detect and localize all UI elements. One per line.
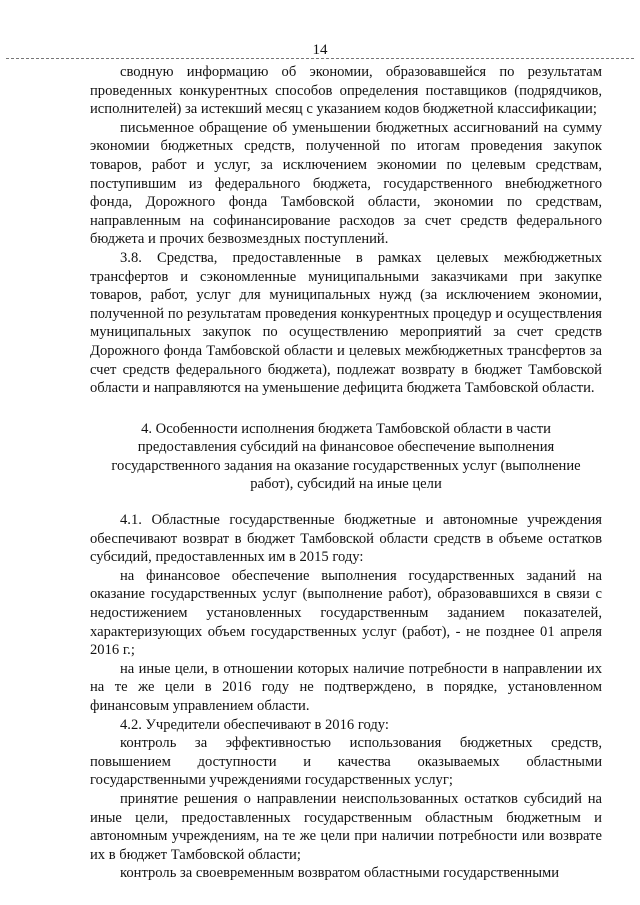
- paragraph: на иные цели, в отношении которых наличие потребности в направлении их на те же цели в 2016 году не подтверждено, в порядке, установленном финансовым управлением области.: [90, 660, 602, 714]
- paragraph: 4.2. Учредители обеспечивают в 2016 году:: [120, 716, 389, 733]
- paragraph: контроль за эффективностью использования бюджетных средств, повышением доступности и качества оказываемых областными государственными учреждениями государственных услуг;: [90, 735, 602, 789]
- paragraph: принятие решения о направлении неиспользованных остатков субсидий на иные цели, предоставленных государственным областным бюджетным и автономным учреждениям, на те же цели при наличии потребности или возврате их в бюджет Тамбовской области;: [90, 790, 602, 863]
- paragraph: письменное обращение об уменьшении бюджетных ассигнований на сумму экономии бюджетных средств, полученной по итогам проведения закупок товаров, работ и услуг, за исключением экономии по целевым средствам, поступившим из федерального бюджета, государственного внебюджетного фонда, Дорожного фонда Тамбовской области, экономии по средствам, направленным на софинансирование расходов за счет средств федерального бюджета и прочих безвозмездных поступлений.: [90, 119, 602, 248]
- header-rule: [6, 58, 634, 59]
- section-heading: 4. Особенности исполнения бюджета Тамбовской области в части предоставления субсидий на финансовое обеспечение выполнения государственного задания на оказание государственных услуг (выполнение работ), субсидий на иные цели: [111, 420, 581, 493]
- paragraph: контроль за своевременным возвратом областными государственными: [120, 865, 560, 882]
- page-number: 14: [312, 42, 328, 58]
- paragraph: сводную информацию об экономии, образовавшейся по результатам проведенных конкурентных способов определения поставщиков (подрядчиков, исполнителей) за истекший месяц с указанием кодов бюджетной классификации;: [90, 64, 602, 118]
- document-body: [90, 63, 602, 883]
- paragraph: 3.8. Средства, предоставленные в рамках целевых межбюджетных трансфертов и сэкономленные муниципальными заказчиками при закупке товаров, работ, услуг для муниципальных нужд (за исключением экономии, полученной по результатам проведения конкурентных процедур и осуществления муниципальных закупок по осуществлению мероприятий за счет средств Дорожного фонда Тамбовской области и целевых межбюджетных трансфертов за счет средств федерального бюджета), подлежат возврату в бюджет Тамбовской области и направляются на уменьшение дефицита бюджета Тамбовской области.: [90, 249, 602, 397]
- paragraph: на финансовое обеспечение выполнения государственных заданий на оказание государственных услуг (выполнение работ), образовавшихся в связи с недостижением установленных государственным заданием показателей, характеризующих объем государственных услуг (работ), - не позднее 01 апреля 2016 г.;: [90, 567, 602, 659]
- paragraph: 4.1. Областные государственные бюджетные и автономные учреждения обеспечивают возврат в бюджет Тамбовской области средств в объеме остатков субсидий, предоставленных им в 2015 году:: [90, 512, 602, 566]
